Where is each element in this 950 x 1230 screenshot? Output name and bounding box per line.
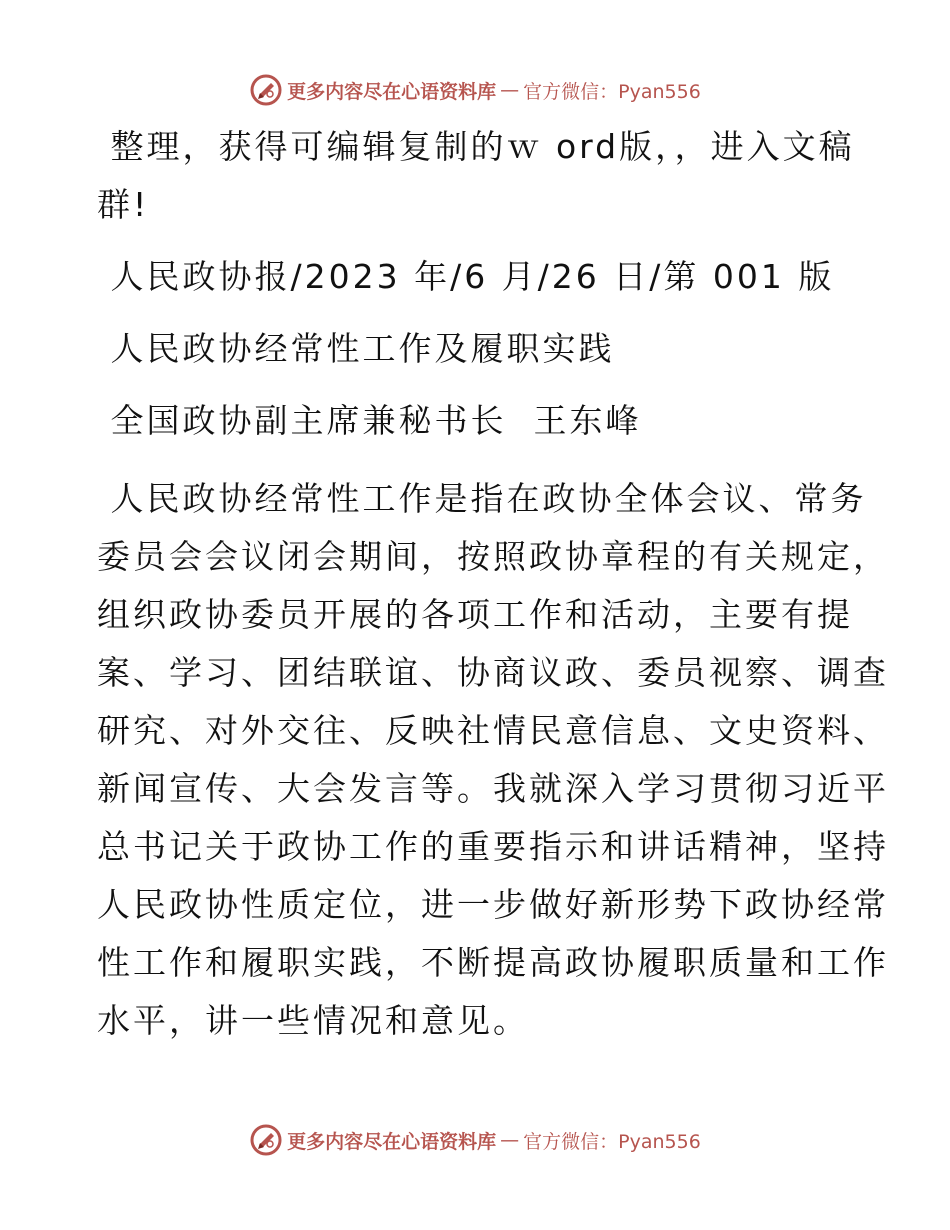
header-banner-title: 更多内容尽在心语资料库	[287, 80, 497, 103]
paragraph-line: 组织政协委员开展的各项工作和活动，主要有提	[97, 595, 853, 634]
paragraph-line: 人民政协性质定位，进一步做好新形势下政协经常	[97, 885, 889, 924]
source-line	[97, 248, 857, 306]
article-author-text: 全国政协副主席兼秘书长 王东峰	[97, 401, 642, 440]
intro-line: 群!	[97, 185, 150, 224]
header-banner	[0, 70, 950, 110]
paragraph-line: 水平，讲一些情况和意见。	[97, 1001, 529, 1040]
intro-line: 整理，获得可编辑复制的ｗ ord版，，进入文稿	[97, 127, 855, 166]
library-logo-icon	[249, 1123, 283, 1157]
paragraph-line: 新闻宣传、大会发言等。我就深入学习贯彻习近平	[97, 769, 889, 808]
header-banner-wechat: 官方微信：Pyan556	[523, 80, 701, 103]
source-text: 人民政协报/2023 年/6 月/26 日/第 001 版	[97, 257, 835, 296]
paragraph-line: 性工作和履职实践，不断提高政协履职质量和工作	[97, 943, 889, 982]
main-paragraph	[97, 470, 889, 1050]
article-title	[97, 320, 857, 378]
paragraph-line: 总书记关于政协工作的重要指示和讲话精神，坚持	[97, 827, 889, 866]
footer-banner-wechat: 官方微信：Pyan556	[523, 1130, 701, 1153]
footer-banner-title: 更多内容尽在心语资料库	[287, 1130, 497, 1153]
paragraph-line: 人民政协经常性工作是指在政协全体会议、常务	[97, 479, 867, 518]
footer-banner-dash: —	[500, 1129, 520, 1151]
article-title-text: 人民政协经常性工作及履职实践	[97, 329, 615, 368]
header-banner-dash: —	[500, 79, 520, 101]
footer-banner	[0, 1120, 950, 1160]
paragraph-line: 案、学习、团结联谊、协商议政、委员视察、调查	[97, 653, 889, 692]
intro-paragraph	[97, 118, 857, 234]
paragraph-line: 委员会会议闭会期间，按照政协章程的有关规定，	[97, 537, 889, 576]
article-author	[97, 392, 857, 450]
library-logo-icon	[249, 73, 283, 107]
paragraph-line: 研究、对外交往、反映社情民意信息、文史资料、	[97, 711, 889, 750]
